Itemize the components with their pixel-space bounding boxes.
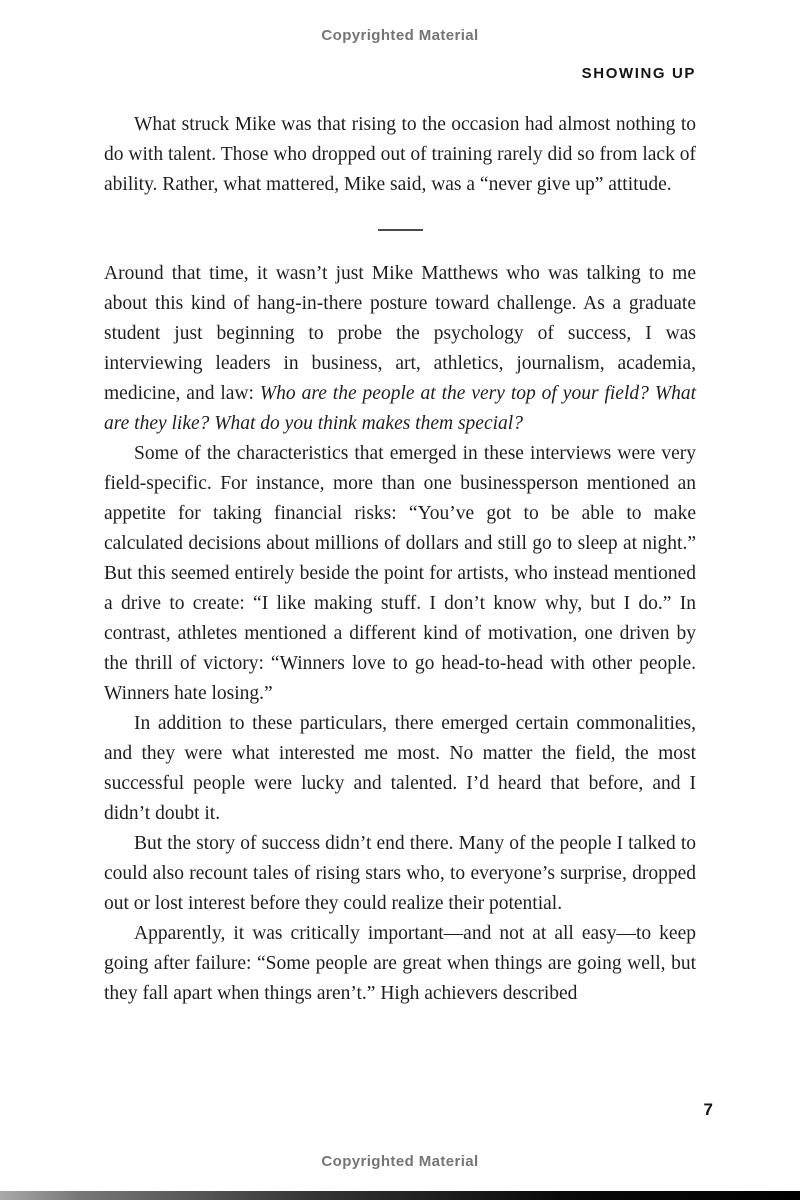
- paragraph-text: Apparently, it was critically important—and not at all easy—to keep going after failure: “Some people are great when things are going well, but they fall apart when things aren’t.” High achievers described: [104, 923, 696, 1004]
- paragraph-text: Some of the characteristics that emerged in these interviews were very field-specific. For instance, more than one businessperson mentioned an appetite for taking financial risks: “You’ve got to be able to make calculated decisions about millions of dollars and still go to sleep at night.” But this seemed entirely beside the point for artists, who instead mentioned a drive to create: “I like making stuff. I don’t know why, but I do.” In contrast, athletes mentioned a different kind of motivation, one driven by the thrill of victory: “Winners love to go head-to-head with other people. Winners hate losing.”: [104, 443, 696, 704]
- paragraph-text: In addition to these particulars, there emerged certain commonalities, and they were what interested me most. No matter the field, the most successful people were lucky and talented. I’d heard that before, and I didn’t doubt it.: [104, 713, 696, 824]
- paragraph: [104, 709, 696, 829]
- paragraph: [104, 439, 696, 709]
- paragraph: [104, 110, 696, 200]
- copyright-notice-top: Copyrighted Material: [321, 27, 479, 44]
- paragraph-text: But the story of success didn’t end there. Many of the people I talked to could also recount tales of rising stars who, to everyone’s surprise, dropped out or lost interest before they could realize their potential.: [104, 833, 696, 914]
- paragraph: [104, 919, 696, 1009]
- paragraph-text: Around that time, it wasn’t just Mike Matthews who was talking to me about this kind of hang-in-there posture toward challenge. As a graduate student just beginning to probe the psychology of success, I was interviewing leaders in business, art, athletics, journalism, academia, medicine, and law:: [104, 263, 696, 404]
- body-text-block: [104, 110, 696, 1009]
- section-divider: [378, 229, 423, 231]
- paragraph-text-italic: Who are the people at the very top of your field? What are they like? What do you think makes them special?: [104, 383, 696, 434]
- paragraph: [104, 829, 696, 919]
- page-number: 7: [703, 1100, 713, 1119]
- page-edge-shadow-bar: [0, 1191, 800, 1200]
- copyright-notice-bottom: Copyrighted Material: [321, 1153, 479, 1170]
- paragraph-text: What struck Mike was that rising to the occasion had almost nothing to do with talent. Those who dropped out of training rarely did so from lack of ability. Rather, what mattered, Mike said, was a “never give up” attitude.: [104, 114, 696, 195]
- running-header: SHOWING UP: [581, 65, 696, 82]
- paragraph: [104, 259, 696, 439]
